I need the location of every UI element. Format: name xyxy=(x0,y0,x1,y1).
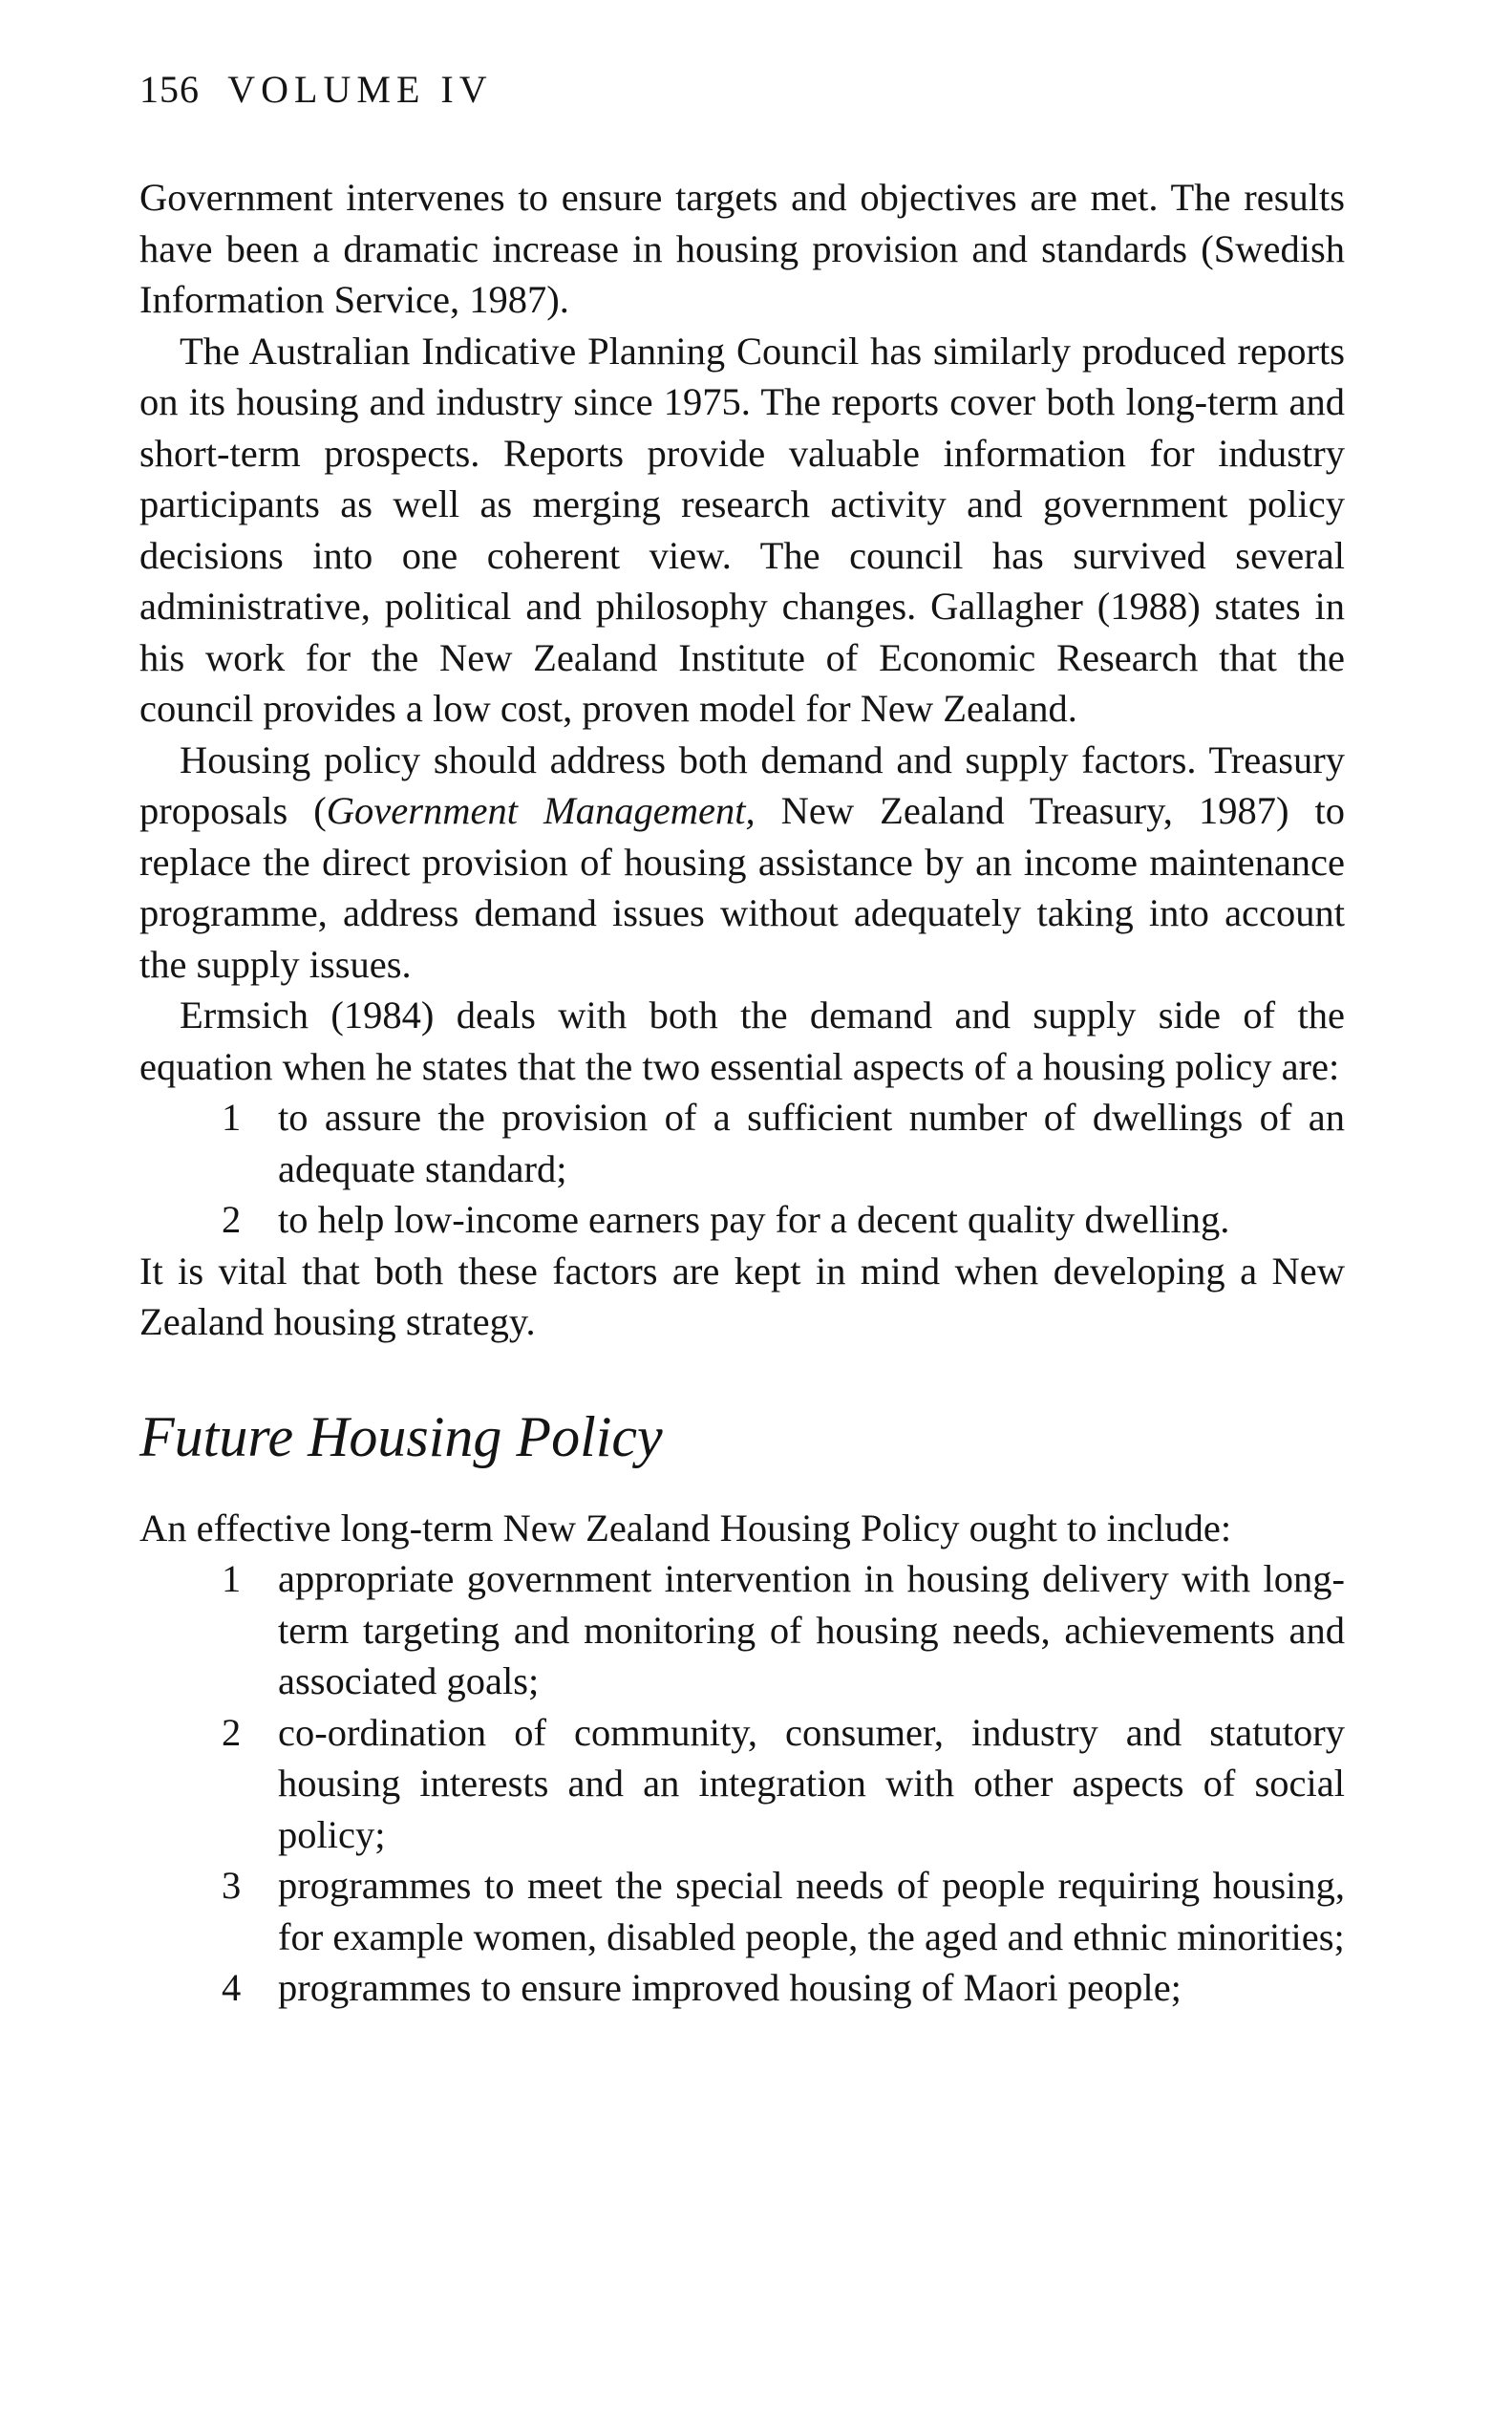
page-number: 156 xyxy=(139,68,200,111)
list-item xyxy=(139,1860,1345,1962)
list-item xyxy=(139,1962,1345,2014)
list-number: 3 xyxy=(222,1864,242,1907)
paragraph-government-intervenes: Government intervenes to ensure targets and objectives are met. The results have been a dramatic increase in housing provision and standards (Swedish Information Service, 1987). xyxy=(139,176,1345,321)
list-item xyxy=(139,1092,1345,1194)
paragraph-vital-factors: It is vital that both these factors are kept in mind when developing a New Zealand housing strategy. xyxy=(139,1249,1345,1343)
list-housing-aspects xyxy=(139,1092,1345,1246)
list-text: programmes to meet the special needs of people requiring housing, for example women, disabled people, the aged and ethnic minorities; xyxy=(278,1864,1345,1958)
paragraph-ermsich: Ermsich (1984) deals with both the demand and supply side of the equation when he states that the two essential aspects of a housing policy are: xyxy=(139,994,1345,1088)
list-item xyxy=(139,1707,1345,1861)
list-number: 1 xyxy=(222,1096,242,1139)
section-heading: Future Housing Policy xyxy=(139,1404,663,1468)
paragraph-effective-policy: An effective long-term New Zealand Housing Policy ought to include: xyxy=(139,1506,1232,1549)
volume-label: VOLUME IV xyxy=(227,68,493,111)
paragraph-australian-council: The Australian Indicative Planning Council has similarly produced reports on its housing and industry since 1975. The reports cover both long-term and short-term prospects. Reports provide valuable information for industry participants as well as merging research activity and government policy decisions into one coherent view. The council has survived several administrative, political and philosophy changes. Gallagher (1988) states in his work for the New Zealand Institute of Economic Research that the council provides a low cost, proven model for New Zealand. xyxy=(139,329,1345,730)
list-text: co-ordination of community, consumer, industry and statutory housing interests and an integration with other aspects of social policy; xyxy=(278,1710,1345,1856)
italic-title: Government Management, xyxy=(326,789,756,832)
list-number: 4 xyxy=(222,1966,242,2009)
list-text: appropriate government intervention in housing delivery with long-term targeting and monitoring of housing needs, achievements and associated goals; xyxy=(278,1557,1345,1702)
list-text: to assure the provision of a sufficient number of dwellings of an adequate standard; xyxy=(278,1096,1345,1190)
list-number: 2 xyxy=(222,1198,242,1241)
list-item xyxy=(139,1553,1345,1707)
list-number: 1 xyxy=(222,1557,242,1600)
running-head xyxy=(139,67,1345,113)
list-text: programmes to ensure improved housing of Maori people; xyxy=(278,1966,1182,2009)
list-policy-components xyxy=(139,1553,1345,2014)
treasury-text-end: New Zealand Treasury, 1987) to replace the direct provision of housing assistance by an income maintenance programme, address demand issues without adequately taking into account the supply issues. xyxy=(139,789,1345,986)
page xyxy=(139,67,1345,2014)
treasury-text-start: Housing policy should address both demand and supply factors. Treasury proposals ( xyxy=(139,737,1345,832)
list-item xyxy=(139,1194,1345,1246)
paragraph-treasury-proposals xyxy=(139,735,1345,991)
list-text: to help low-income earners pay for a decent quality dwelling. xyxy=(278,1198,1230,1241)
list-number: 2 xyxy=(222,1710,242,1754)
